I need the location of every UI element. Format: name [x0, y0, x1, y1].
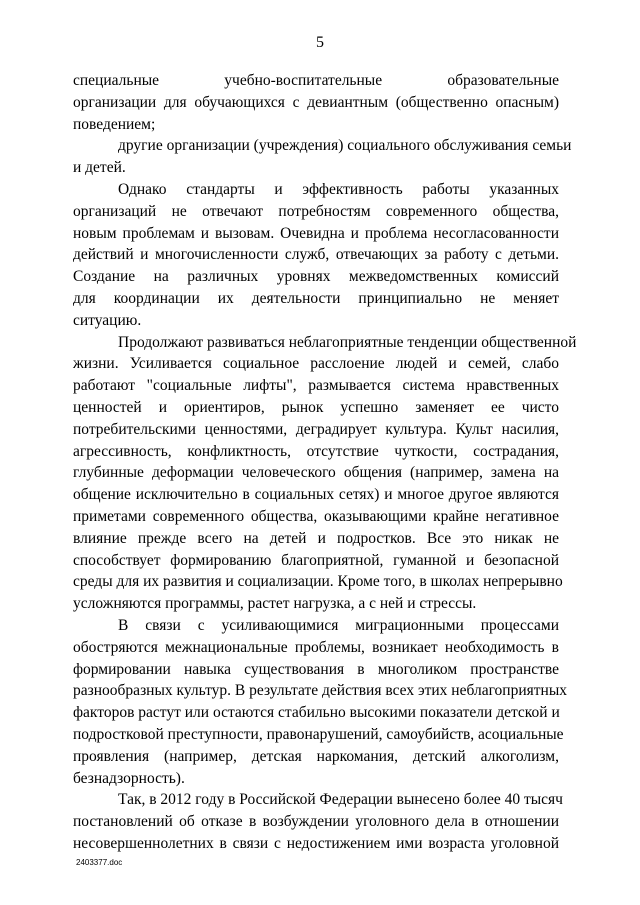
text-line: подростковой преступности, правонарушений, самоубийств, асоциальные [73, 725, 564, 743]
text-line: проявления (например, детская наркомания, детский алкоголизм, [73, 747, 559, 765]
text-line: глубинные деформации человеческого общения (например, замена на [73, 464, 559, 482]
text-line: Однако стандарты и эффективность работы указанных [118, 180, 559, 198]
text-line: поведением; [73, 115, 156, 133]
text-line: и детей. [73, 159, 126, 177]
paragraph [73, 615, 568, 789]
document-body [73, 70, 577, 855]
text-line: разнообразных культур. В результате действия всех этих неблагоприятных [73, 682, 568, 700]
text-line: способствует формированию благоприятной, гуманной и безопасной [73, 551, 559, 569]
page-number: 5 [316, 34, 324, 51]
text-line: ситуацию. [73, 311, 142, 329]
text-line: формировании навыка существования в многоликом пространстве [73, 660, 559, 678]
text-line: безнадзорность). [73, 769, 185, 787]
text-line: влияние прежде всего на детей и подростков. Все это никак не [73, 529, 559, 547]
text-line: несовершеннолетних в связи с недостижением ими возраста уголовной [73, 834, 559, 852]
text-line: среды для их развития и социализации. Кроме того, в школах непрерывно [73, 573, 563, 591]
text-line: ценностей и ориентиров, рынок успешно заменяет ее чисто [73, 398, 559, 416]
text-line: новым проблемам и вызовам. Очевидна и проблема несогласованности [73, 224, 559, 242]
text-line: приметами современного общества, оказывающими крайне негативное [73, 507, 559, 525]
text-line: Продолжают развиваться неблагоприятные тенденции общественной [118, 333, 577, 351]
text-line: специальные учебно-воспитательные образовательные [73, 72, 559, 89]
paragraph [73, 332, 577, 615]
text-line: для координации их деятельности принципиально не меняет [73, 289, 559, 307]
text-line: Так, в 2012 году в Российской Федерации вынесено более 40 тысяч [118, 791, 563, 809]
text-line: организаций не отвечают потребностям современного общества, [73, 202, 559, 220]
footer-filename: 2403377.doc [76, 858, 123, 867]
text-line: общение исключительно в социальных сетях) и многое другое являются [73, 486, 559, 504]
text-line: организации для обучающихся с девиантным (общественно опасным) [73, 93, 559, 111]
text-line: потребительскими ценностями, деградирует культура. Культ насилия, [73, 420, 559, 438]
paragraph [73, 70, 559, 135]
paragraph [73, 135, 572, 179]
text-line: действий и многочисленности служб, отвечающих за работу с детьми. [73, 246, 559, 264]
paragraph [73, 789, 563, 854]
text-line: обостряются межнациональные проблемы, возникает необходимость в [73, 638, 559, 656]
text-line: жизни. Усиливается социальное расслоение людей и семей, слабо [73, 355, 559, 373]
text-line: агрессивность, конфликтность, отсутствие чуткости, сострадания, [73, 442, 559, 460]
text-line: постановлений об отказе в возбуждении уголовного дела в отношении [73, 813, 559, 831]
text-line: Создание на различных уровнях межведомственных комиссий [73, 268, 559, 286]
text-line: факторов растут или остаются стабильно высокими показатели детской и [73, 704, 560, 722]
paragraph [73, 179, 559, 332]
text-line: другие организации (учреждения) социального обслуживания семьи [118, 137, 572, 155]
text-line: усложняются программы, растет нагрузка, а с ней и стрессы. [73, 595, 477, 613]
text-line: В связи с усиливающимися миграционными процессами [118, 616, 559, 634]
text-line: работают "социальные лифты", размывается система нравственных [73, 377, 559, 395]
